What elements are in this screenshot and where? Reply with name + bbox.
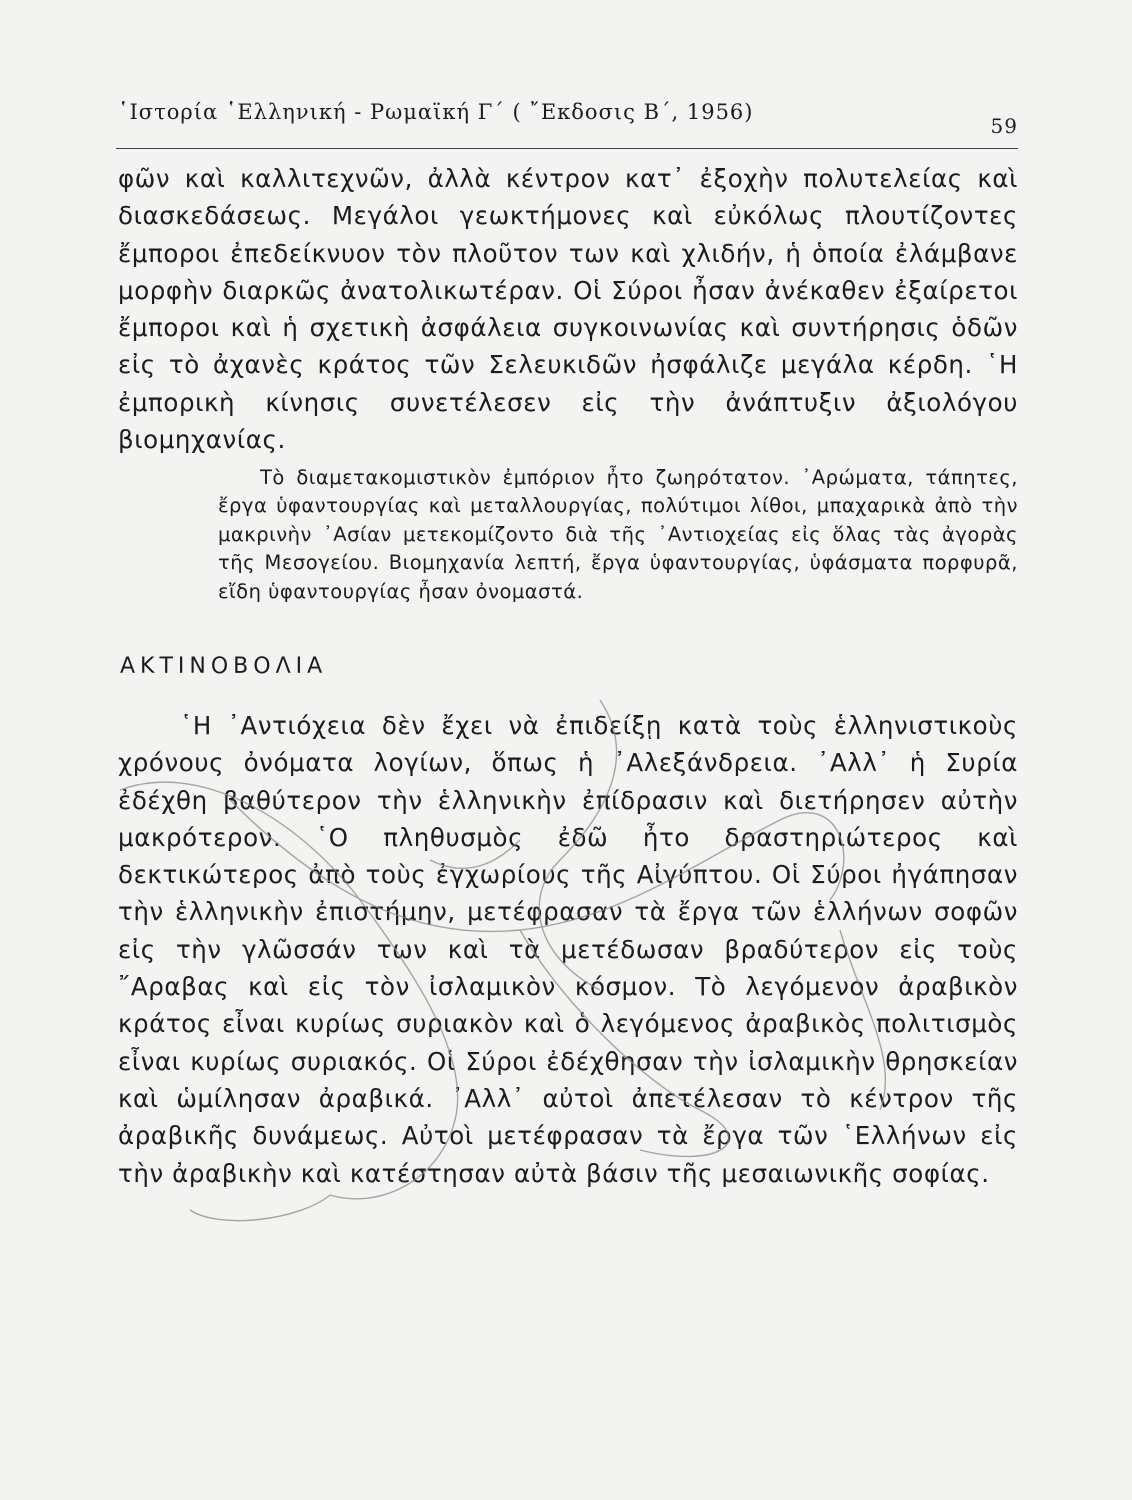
running-title: ῾Ιστορία ῾Ελληνική - Ρωμαϊκή Γ΄ ( ῎Εκδοσις Β΄, 1956): [118, 100, 754, 124]
paragraph-2-text: ῾Η ᾿Αντιόχεια δὲν ἔχει νὰ ἐπιδείξῃ κατὰ τοὺς ἑλληνιστικοὺς χρόνους ὀνόματα λογίων, ὅπως ἡ ᾿Αλεξάνδρεια. ᾿Αλλ᾽ ἡ Συρία ἐδέχθη βαθύτερον τὴν ἑλληνικὴν ἐπίδρασιν καὶ διετήρησεν αὐτὴν μακρότερον. ῾Ο πληθυσμὸς ἐδῶ ἦτο δραστηριώτερος καὶ δεκτικώτερος ἀπὸ τοὺς ἐγχωρίους τῆς Αἰγύπτου. Οἱ Σύροι ἠγάπησαν τὴν ἑλληνικὴν ἐπιστήμην, μετέφρασαν τὰ ἔργα τῶν ἑλλήνων σοφῶν εἰς τὴν γλῶσσάν των καὶ τὰ μετέδωσαν βραδύτερον εἰς τοὺς ῎Αραβας καὶ εἰς τὸν ἰσλαμικὸν κόσμον. Τὸ λεγόμενον ἀραβικὸν κράτος εἶναι κυρίως συριακὸν καὶ ὁ λεγόμενος ἀραβικὸς πολιτισμὸς εἶναι κυρίως συριακός. Οἱ Σύροι ἐδέχθησαν τὴν ἰσλαμικὴν θρησκείαν καὶ ὡμίλησαν ἀραβικά. ᾿Αλλ᾽ αὐτοὶ ἀπετέλεσαν τὸ κέντρον τῆς ἀραβικῆς δυνάμεως. Αὐτοὶ μετέφρασαν τὰ ἔργα τῶν ῾Ελλήνων εἰς τὴν ἀραβικὴν καὶ κατέστησαν αὐτὰ βάσιν τῆς μεσαιωνικῆς σοφίας.: [118, 711, 1018, 1188]
running-header: [118, 100, 1018, 140]
paragraph-1: [118, 160, 1018, 458]
section-heading: ΑΚΤΙΝΟΒΟΛΙΑ: [120, 654, 328, 679]
paragraph-2: [118, 707, 1018, 1192]
header-rule: [116, 148, 1018, 149]
page-number: 59: [990, 114, 1018, 138]
quote-block: [218, 464, 1018, 606]
quote-text: Τὸ διαμετακομιστικὸν ἐμπόριον ἦτο ζωηρότατον. ᾿Αρώματα, τάπητες, ἔργα ὑφαντουργίας καὶ μεταλλουργίας, πολύτιμοι λίθοι, μπαχαρικὰ ἀπὸ τὴν μακρινὴν ᾿Ασίαν μετεκομίζοντο διὰ τῆς ᾿Αντιοχείας εἰς ὅλας τὰς ἀγορὰς τῆς Μεσογείου. Βιομηχανία λεπτή, ἔργα ὑφαντουργίας, ὑφάσματα πορφυρᾶ, εἴδη ὑφαντουργίας ἦσαν ὀνομαστά.: [218, 466, 1018, 603]
paragraph-1-text: φῶν καὶ καλλιτεχνῶν, ἀλλὰ κέντρον κατ᾽ ἐξοχὴν πολυτελείας καὶ διασκεδάσεως. Μεγάλοι γεωκτήμονες καὶ εὐκόλως πλουτίζοντες ἔμποροι ἐπεδείκνυον τὸν πλοῦτον των καὶ χλιδήν, ἡ ὁποία ἐλάμβανε μορφὴν διαρκῶς ἀνατολικωτέραν. Οἱ Σύροι ἦσαν ἀνέκαθεν ἐξαίρετοι ἔμποροι καὶ ἡ σχετικὴ ἀσφάλεια συγκοινωνίας καὶ συντήρησις ὁδῶν εἰς τὸ ἀχανὲς κράτος τῶν Σελευκιδῶν ἠσφάλιζε μεγάλα κέρδη. ῾Η ἐμπορικὴ κίνησις συνετέλεσεν εἰς τὴν ἀνάπτυξιν ἀξιολόγου βιομηχανίας.: [118, 164, 1018, 455]
